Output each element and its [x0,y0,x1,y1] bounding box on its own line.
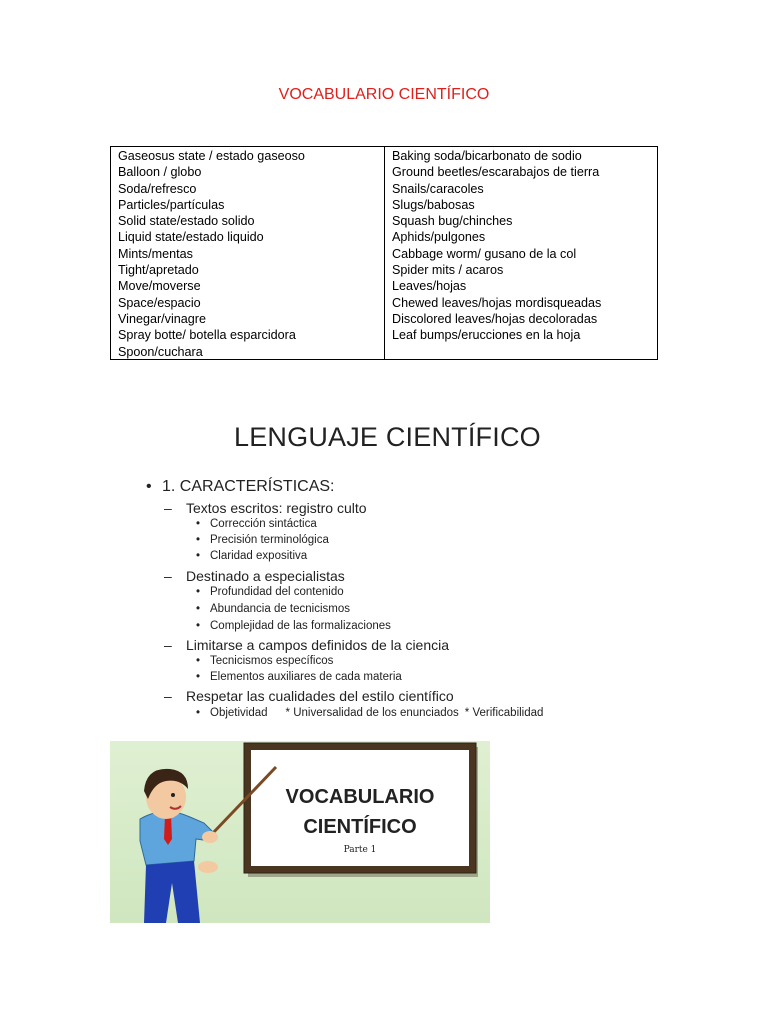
vocab-entry: Particles/partículas [118,197,225,212]
vocab-entry: Chewed leaves/hojas mordisqueadas [392,295,602,310]
vocab-entry: Soda/refresco [118,181,197,196]
vocab-entry: Aphids/pulgones [392,230,486,245]
section-label: – Respetar las cualidades del estilo científico [164,688,454,704]
vocab-entry: Gaseosus state / estado gaseoso [118,149,305,163]
section-item: • Precisión terminológica [196,534,329,546]
vocab-entry: Solid state/estado solido [118,214,255,229]
vocab-entry: Move/moverse [118,279,201,294]
teacher-hand [202,831,218,843]
slide-title: LENGUAJE CIENTÍFICO [234,422,541,452]
vocab-entry: Slugs/babosas [392,197,475,212]
document-title: VOCABULARIO CIENTÍFICO [278,86,490,103]
section-item: • Corrección sintáctica [196,518,317,530]
section-item: • Complejidad de las formalizaciones [196,620,391,632]
vocab-entry: Balloon / globo [118,165,202,180]
vocab-entry: Space/espacio [118,295,201,310]
vocab-entry: Discolored leaves/hojas decoloradas [392,311,598,326]
section-label: – Destinado a especialistas [164,568,345,584]
vocab-entry: Leaves/hojas [392,279,467,294]
slide-heading: • 1. CARACTERÍSTICAS: [146,478,335,495]
vocab-entry: Mints/mentas [118,246,193,261]
section-item: • Objetividad * Universalidad de los enunciados * Verificabilidad [196,707,544,719]
vocab-entry: Spider mits / acaros [392,263,504,278]
teacher-left-hand [198,861,218,873]
section-item: • Profundidad del contenido [196,586,344,598]
teacher-illustration [110,741,490,923]
vocab-entry: Liquid state/estado liquido [118,230,264,245]
section-item: • Claridad expositiva [196,550,308,562]
section-item: • Tecnicismos específicos [196,655,334,667]
section-item: • Elementos auxiliares de cada materia [196,671,402,683]
vocabulary-column-left [111,147,385,359]
board-text-area [251,750,469,866]
vocab-entry: Tight/apretado [118,263,199,278]
section-label: – Textos escritos: registro culto [164,500,367,516]
section-item: • Abundancia de tecnicismos [196,603,350,615]
vocab-entry: Squash bug/chinches [392,214,513,229]
teacher-pants [144,861,200,923]
vocab-entry: Spray botte/ botella esparcidora [118,328,296,343]
vocab-entry: Vinegar/vinagre [118,311,206,326]
board-title-line2: CIENTÍFICO [303,816,417,838]
teacher-eye [171,793,175,797]
vocabulary-table [110,146,658,360]
board-title-line1: VOCABULARIO [285,786,435,808]
board-subtitle: Parte 1 [343,845,377,855]
vocabulary-column-right [385,147,657,359]
vocab-entry: Spoon/cuchara [118,344,203,359]
vocab-entry: Cabbage worm/ gusano de la col [392,246,577,261]
vocab-entry: Snails/caracoles [392,181,484,196]
slide-heading-text: 1. CARACTERÍSTICAS: [162,478,335,495]
teacher-tie [164,815,172,845]
vocab-entry: Baking soda/bicarbonato de sodio [392,149,582,163]
vocab-entry: Ground beetles/escarabajos de tierra [392,165,600,180]
section-label: – Limitarse a campos definidos de la ciencia [164,637,450,653]
vocab-entry: Leaf bumps/erucciones en la hoja [392,328,581,343]
